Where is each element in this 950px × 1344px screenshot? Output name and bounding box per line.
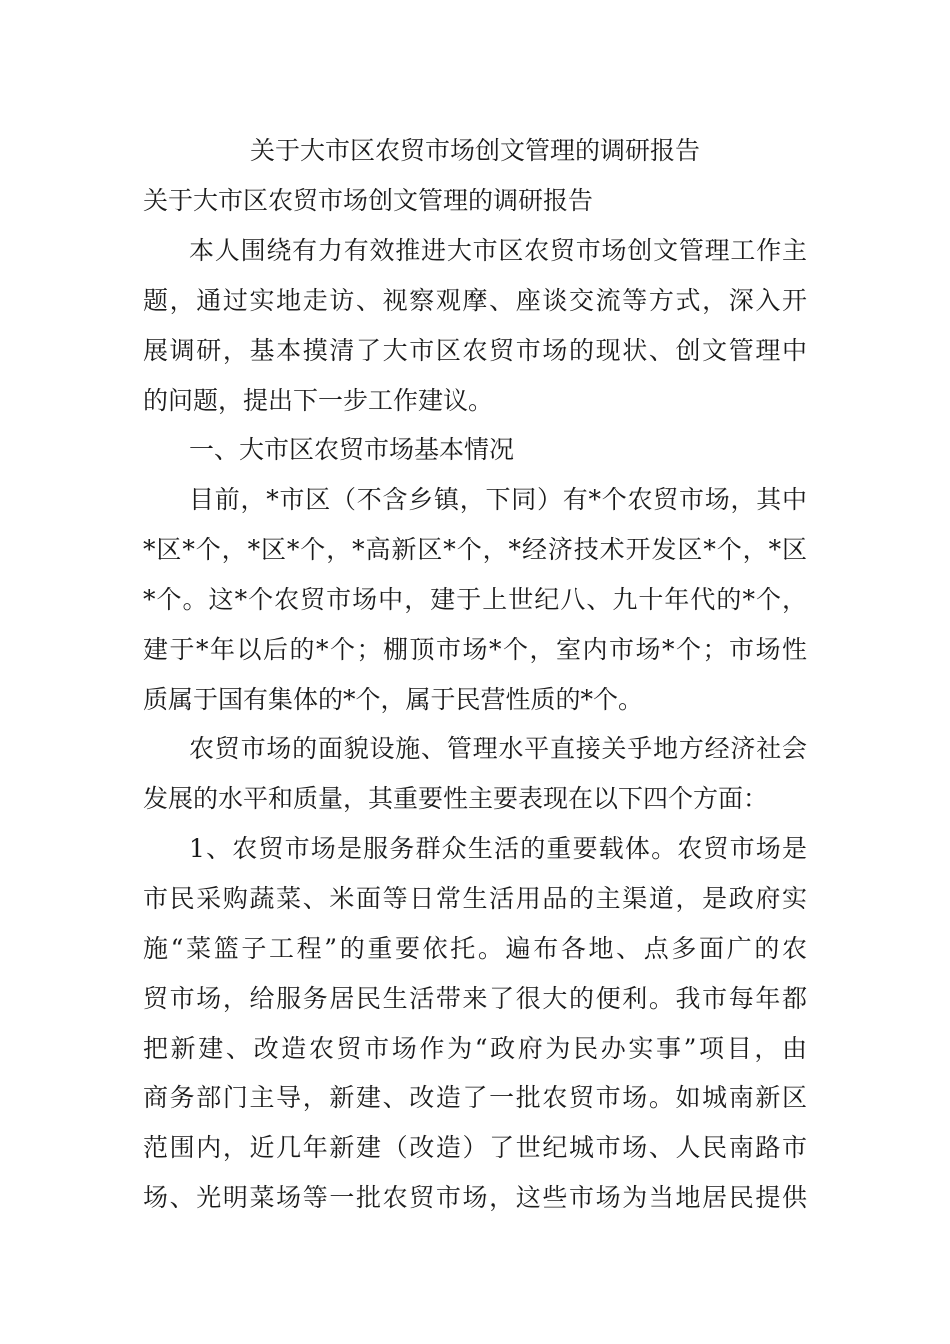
section-heading: 一、大市区农贸市场基本情况 xyxy=(189,435,515,464)
paragraph-line: 贸市场，给服务居民生活带来了很大的便利。我市每年都 xyxy=(143,984,807,1013)
document-title: 关于大市区农贸市场创文管理的调研报告 xyxy=(249,136,700,165)
paragraph-line: 1、农贸市场是服务群众生活的重要载体。农贸市场是 xyxy=(189,834,807,863)
paragraph-line: 施“菜篮子工程”的重要依托。遍布各地、点多面广的农 xyxy=(143,934,807,963)
paragraph-line: 范围内，近几年新建（改造）了世纪城市场、人民南路市 xyxy=(143,1133,807,1162)
paragraph-line: 市民采购蔬菜、米面等日常生活用品的主渠道，是政府实 xyxy=(143,884,807,913)
paragraph-line: 农贸市场的面貌设施、管理水平直接关乎地方经济社会 xyxy=(189,734,807,763)
paragraph-line: 商务部门主导，新建、改造了一批农贸市场。如城南新区 xyxy=(143,1083,807,1112)
paragraph-line: 的问题，提出下一步工作建议。 xyxy=(143,386,494,415)
paragraph-line: *个。这*个农贸市场中，建于上世纪八、九十年代的*个， xyxy=(143,585,807,614)
paragraph-line: 本人围绕有力有效推进大市区农贸市场创文管理工作主 xyxy=(189,236,807,265)
paragraph-line: 目前，*市区（不含乡镇，下同）有*个农贸市场，其中 xyxy=(189,485,807,514)
paragraph-line: 质属于国有集体的*个，属于民营性质的*个。 xyxy=(143,685,644,714)
paragraph-line: 题，通过实地走访、视察观摩、座谈交流等方式，深入开 xyxy=(143,286,807,315)
subtitle-line: 关于大市区农贸市场创文管理的调研报告 xyxy=(143,186,594,215)
paragraph-line: 展调研，基本摸清了大市区农贸市场的现状、创文管理中 xyxy=(143,336,807,365)
paragraph-line: 建于*年以后的*个；棚顶市场*个，室内市场*个；市场性 xyxy=(143,635,807,664)
paragraph-line: 场、光明菜场等一批农贸市场，这些市场为当地居民提供 xyxy=(143,1183,807,1212)
paragraph-line: 把新建、改造农贸市场作为“政府为民办实事”项目，由 xyxy=(143,1034,807,1063)
paragraph-line: 发展的水平和质量，其重要性主要表现在以下四个方面： xyxy=(143,784,769,813)
paragraph-line: *区*个，*区*个，*高新区*个，*经济技术开发区*个，*区 xyxy=(143,535,807,564)
